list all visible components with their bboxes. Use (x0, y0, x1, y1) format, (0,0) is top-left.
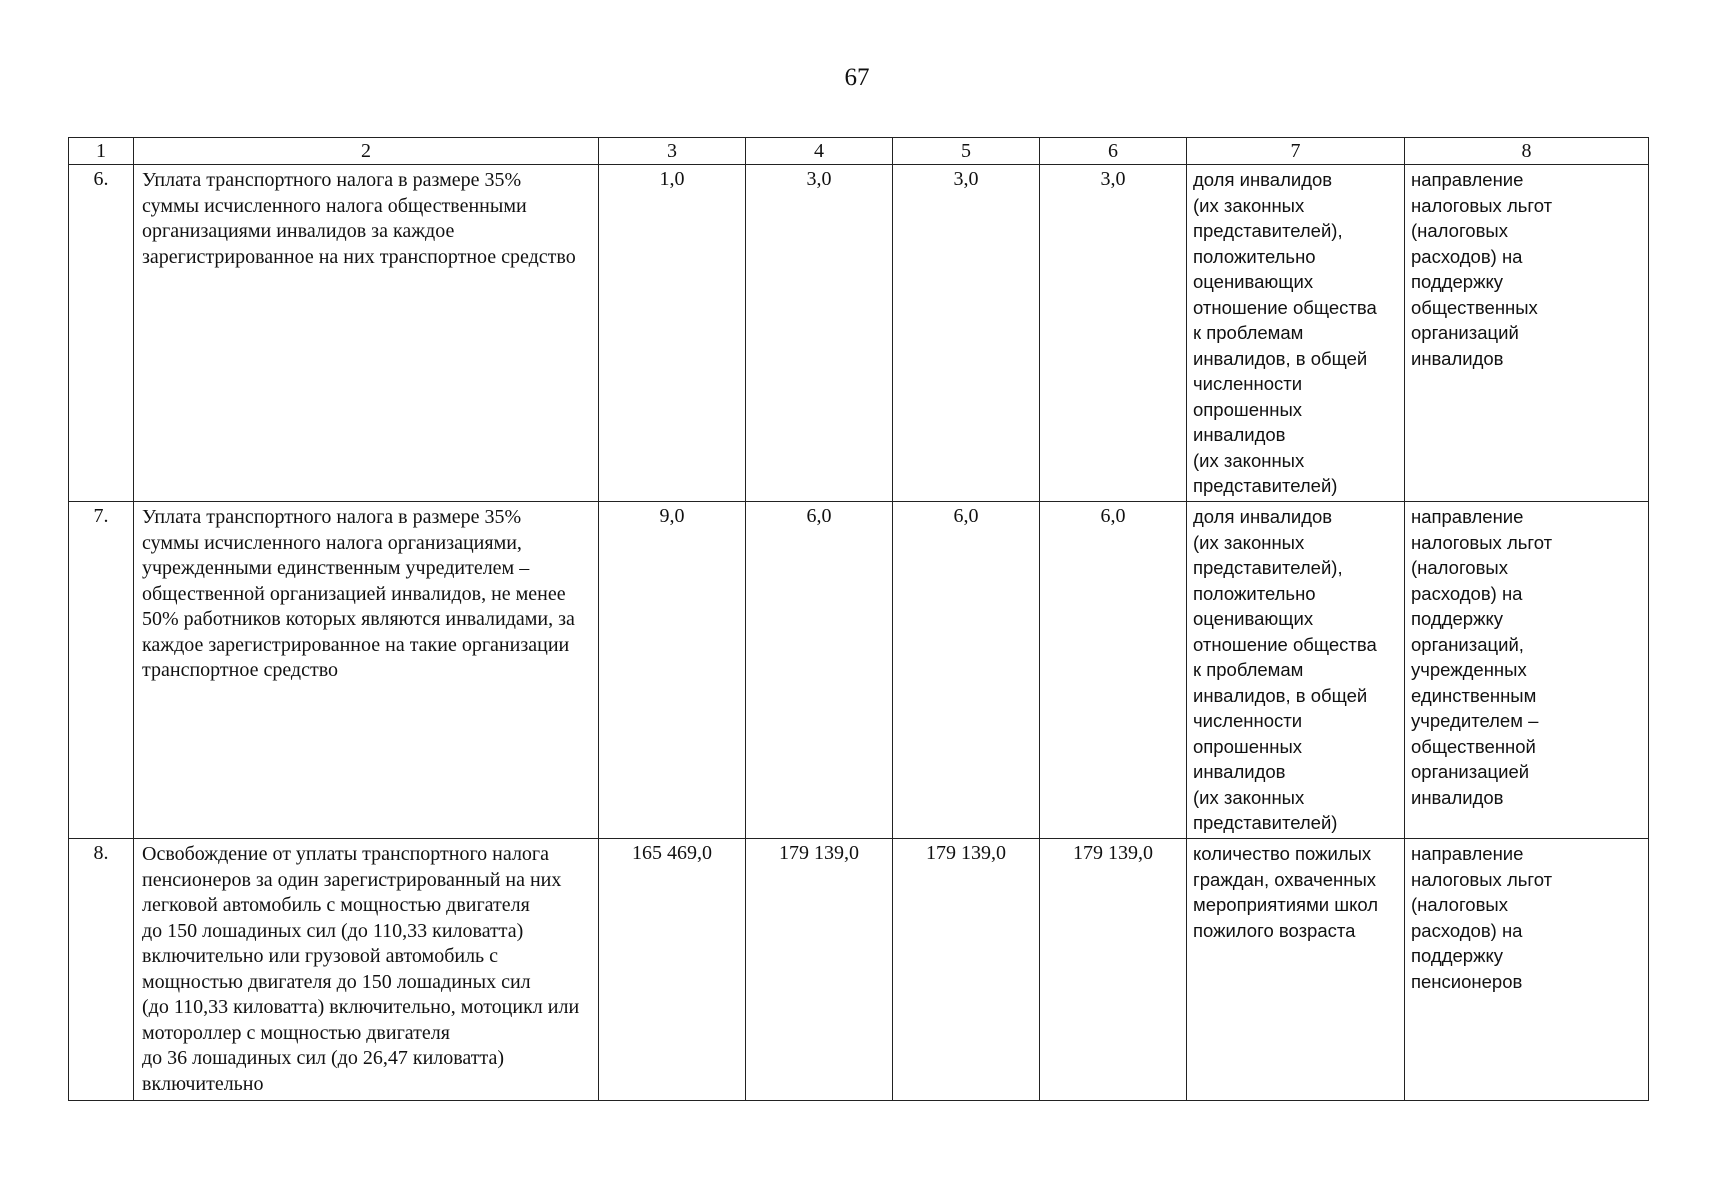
table-row (69, 839, 1649, 1101)
text-line: включительно или грузовой автомобиль с (142, 945, 499, 967)
text-line: к проблемам (1193, 659, 1304, 680)
value-col5: 6,0 (893, 502, 1040, 839)
tax-benefits-table (68, 137, 1649, 1101)
column-header: 8 (1405, 138, 1649, 165)
value-col3: 9,0 (599, 502, 746, 839)
text-line: доля инвалидов (1193, 506, 1333, 527)
text-line: представителей) (1193, 812, 1338, 833)
text-line: представителей), (1193, 557, 1343, 578)
column-header: 6 (1040, 138, 1187, 165)
text-line: оценивающих (1193, 608, 1314, 629)
text-line: доля инвалидов (1193, 169, 1333, 190)
text-line: мотороллер с мощностью двигателя (142, 1021, 450, 1044)
text-line: Уплата транспортного налога в размере 35% (142, 506, 522, 528)
value-col6: 6,0 (1040, 502, 1187, 839)
table-row (69, 165, 1649, 502)
column-header: 2 (134, 138, 599, 165)
text-line: расходов) на (1411, 245, 1523, 267)
text-line: (до 110,33 киловатта) включительно, мотоцикл или (142, 996, 580, 1018)
value-col4: 179 139,0 (746, 839, 893, 1101)
text-line: суммы исчисленного налога общественными (142, 194, 527, 217)
text-line: опрошенных (1193, 735, 1302, 757)
value-col4: 6,0 (746, 502, 893, 839)
text-line: организациями инвалидов за каждое (142, 220, 455, 242)
indicator (1187, 165, 1405, 502)
text-line: (налоговых (1411, 557, 1508, 578)
text-line: численности (1193, 710, 1303, 731)
text-line: налоговых льгот (1411, 531, 1553, 553)
text-line: инвалидов, в общей (1193, 347, 1368, 369)
text-line: (налоговых (1411, 220, 1508, 241)
column-header: 5 (893, 138, 1040, 165)
text-line: включительно (142, 1072, 264, 1095)
benefit-description (134, 839, 599, 1101)
text-line: мощностью двигателя до 150 лошадиных сил (142, 970, 531, 993)
text-line: общественных (1411, 296, 1538, 318)
text-line: каждое зарегистрированное на такие организации (142, 633, 570, 656)
text-line: инвалидов (1193, 761, 1286, 782)
text-line: (налоговых (1411, 894, 1508, 915)
text-line: направление (1411, 506, 1524, 527)
text-line: отношение общества (1193, 296, 1377, 318)
value-col3: 165 469,0 (599, 839, 746, 1101)
text-line: инвалидов (1411, 786, 1504, 808)
value-col4: 3,0 (746, 165, 893, 502)
indicator (1187, 839, 1405, 1101)
text-line: зарегистрированное на них транспортное средство (142, 245, 576, 268)
benefit-description (134, 502, 599, 839)
text-line: единственным (1411, 684, 1537, 706)
text-line: общественной организацией инвалидов, не менее (142, 582, 566, 605)
text-line: положительно (1193, 245, 1316, 267)
value-col5: 179 139,0 (893, 839, 1040, 1101)
text-line: пенсионеров (1411, 970, 1523, 992)
text-line: учрежденных (1411, 659, 1527, 680)
text-line: опрошенных (1193, 398, 1302, 420)
column-header: 3 (599, 138, 746, 165)
direction (1405, 502, 1649, 839)
text-line: инвалидов (1411, 347, 1504, 369)
text-line: налоговых льгот (1411, 194, 1553, 216)
text-line: 50% работников которых являются инвалидами, за (142, 608, 575, 630)
text-line: численности (1193, 373, 1303, 394)
text-line: пожилого возраста (1193, 919, 1356, 941)
text-line: (их законных (1193, 194, 1305, 216)
page-number: 67 (844, 64, 870, 91)
text-line: Освобождение от уплаты транспортного налога (142, 843, 550, 865)
text-line: до 150 лошадиных сил (до 110,33 киловатта) (142, 919, 524, 942)
value-col3: 1,0 (599, 165, 746, 502)
text-line: транспортное средство (142, 659, 339, 681)
text-line: (их законных (1193, 449, 1305, 471)
row-number: 6. (69, 165, 134, 502)
text-line: общественной (1411, 735, 1536, 757)
text-line: до 36 лошадиных сил (до 26,47 киловатта) (142, 1047, 505, 1069)
text-line: организацией (1411, 761, 1530, 782)
text-line: учредителем – (1411, 710, 1539, 731)
column-number-header (69, 138, 1649, 165)
text-line: поддержку (1411, 945, 1503, 966)
benefit-description (134, 165, 599, 502)
text-line: Уплата транспортного налога в размере 35% (142, 169, 522, 191)
value-col6: 3,0 (1040, 165, 1187, 502)
text-line: представителей) (1193, 475, 1338, 496)
column-header: 1 (69, 138, 134, 165)
text-line: поддержку (1411, 608, 1503, 629)
text-line: поддержку (1411, 271, 1503, 292)
direction (1405, 839, 1649, 1101)
text-line: отношение общества (1193, 633, 1377, 655)
text-line: оценивающих (1193, 271, 1314, 292)
text-line: инвалидов (1193, 424, 1286, 445)
text-line: организаций, (1411, 633, 1524, 655)
text-line: расходов) на (1411, 582, 1523, 604)
column-header: 4 (746, 138, 893, 165)
row-number: 8. (69, 839, 134, 1101)
text-line: (их законных (1193, 786, 1305, 808)
text-line: учрежденными единственным учредителем – (142, 557, 530, 579)
text-line: расходов) на (1411, 919, 1523, 941)
indicator (1187, 502, 1405, 839)
text-line: пенсионеров за один зарегистрированный на них (142, 868, 562, 891)
text-line: количество пожилых (1193, 843, 1372, 864)
text-line: направление (1411, 169, 1524, 190)
text-line: представителей), (1193, 220, 1343, 241)
table-row (69, 502, 1649, 839)
row-number: 7. (69, 502, 134, 839)
text-line: инвалидов, в общей (1193, 684, 1368, 706)
value-col5: 3,0 (893, 165, 1040, 502)
direction (1405, 165, 1649, 502)
text-line: граждан, охваченных (1193, 868, 1377, 890)
text-line: мероприятиями школ (1193, 894, 1379, 915)
column-header: 7 (1187, 138, 1405, 165)
text-line: (их законных (1193, 531, 1305, 553)
text-line: суммы исчисленного налога организациями, (142, 531, 522, 554)
value-col6: 179 139,0 (1040, 839, 1187, 1101)
text-line: налоговых льгот (1411, 868, 1553, 890)
text-line: легковой автомобиль с мощностью двигателя (142, 894, 530, 916)
text-line: положительно (1193, 582, 1316, 604)
text-line: организаций (1411, 322, 1519, 343)
text-line: направление (1411, 843, 1524, 864)
text-line: к проблемам (1193, 322, 1304, 343)
